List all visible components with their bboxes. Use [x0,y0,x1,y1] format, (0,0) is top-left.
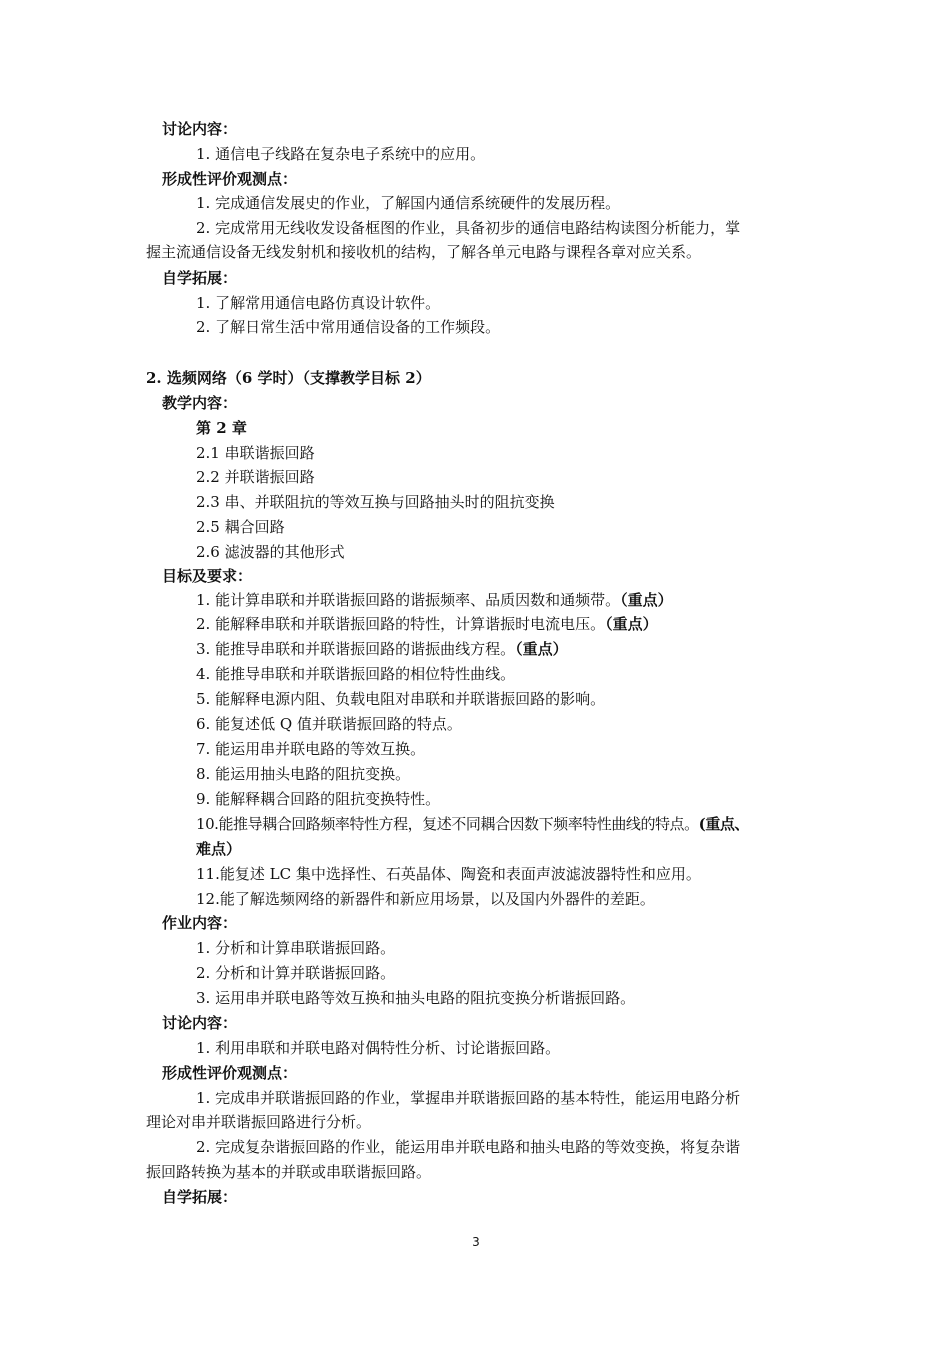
homework-heading: 作业内容： [162,914,238,932]
goal-item [196,639,568,659]
goal-item [196,664,515,684]
topic-item: 2.5 耦合回路 [196,518,285,536]
goal-text: 3. 能推导串联和并联谐振回路的谐振曲线方程。 [196,640,516,658]
topic-item: 2.3 串、并联阻抗的等效互换与回路抽头时的阻抗变换 [196,493,555,511]
evaluation-item: 1. 完成串并联谐振回路的作业，掌握串并联谐振回路的基本特性，能运用电路分析 [196,1089,741,1107]
goal-item [196,739,425,759]
goal-text: 5. 能解释电源内阻、负载电阻对串联和并联谐振回路的影响。 [196,690,606,708]
evaluation-item: 理论对串并联谐振回路进行分析。 [146,1113,372,1131]
goal-item [196,614,658,634]
goal-text: 10.能推导耦合回路频率特性方程，复述不同耦合因数下频率特性曲线的特点。 [196,815,699,833]
goal-text: 6. 能复述低 Q 值并联谐振回路的特点。 [196,715,462,733]
goal-text: 12.能了解选频网络的新器件和新应用场景，以及国内外器件的差距。 [196,890,655,908]
goal-item [196,590,673,610]
goal-text: 8. 能运用抽头电路的阻抗变换。 [196,765,411,783]
chapter-label: 第 2 章 [196,419,247,437]
evaluation-item: 2. 完成常用无线收发设备框图的作业，具备初步的通信电路结构读图分析能力，掌 [196,219,741,237]
goal-item [196,889,655,909]
goal-text: 1. 能计算串联和并联谐振回路的谐振频率、品质因数和通频带。 [196,591,621,609]
goals-heading: 目标及要求： [162,567,253,585]
evaluation-item: 振回路转换为基本的并联或串联谐振回路。 [146,1163,432,1181]
selfstudy-heading: 自学拓展： [162,269,238,287]
page-number: 3 [472,1235,480,1249]
goal-text: 9. 能解释耦合回路的阻抗变换特性。 [196,790,441,808]
evaluation-heading: 形成性评价观测点： [162,1064,298,1082]
goal-text: 4. 能推导串联和并联谐振回路的相位特性曲线。 [196,665,516,683]
homework-item: 3. 运用串并联电路等效互换和抽头电路的阻抗变换分析谐振回路。 [196,989,636,1007]
homework-item: 1. 分析和计算串联谐振回路。 [196,939,396,957]
section-title: 2. 选频网络（6 学时）（支撑教学目标 2） [146,369,431,387]
goal-text: 7. 能运用串并联电路的等效互换。 [196,740,426,758]
goal-mark: 难点） [196,840,242,858]
topic-item: 2.6 滤波器的其他形式 [196,543,345,561]
discussion-item: 1. 利用串联和并联电路对偶特性分析、讨论谐振回路。 [196,1039,561,1057]
goal-mark: （重点） [605,615,658,633]
goal-item [196,689,605,709]
discussion-heading: 讨论内容： [162,1014,238,1032]
selfstudy-item: 1. 了解常用通信电路仿真设计软件。 [196,294,441,312]
teaching-heading: 教学内容： [162,394,238,412]
goal-mark: （重点） [620,591,673,609]
discussion-item: 1. 通信电子线路在复杂电子系统中的应用。 [196,145,486,163]
discussion-heading: 讨论内容： [162,120,238,138]
goal-item [196,814,749,834]
goal-text: 11.能复述 LC 集中选择性、石英晶体、陶瓷和表面声波滤波器特性和应用。 [196,865,701,883]
selfstudy-item: 2. 了解日常生活中常用通信设备的工作频段。 [196,318,501,336]
evaluation-item: 握主流通信设备无线发射机和接收机的结构，了解各单元电路与课程各章对应关系。 [146,243,702,261]
goal-item [196,864,701,884]
goal-text: 2. 能解释串联和并联谐振回路的特性，计算谐振时电流电压。 [196,615,606,633]
topic-item: 2.2 并联谐振回路 [196,468,315,486]
selfstudy-heading: 自学拓展： [162,1188,238,1206]
goal-item [196,764,410,784]
homework-item: 2. 分析和计算并联谐振回路。 [196,964,396,982]
topic-item: 2.1 串联谐振回路 [196,444,315,462]
goal-item [196,714,462,734]
evaluation-heading: 形成性评价观测点： [162,170,298,188]
goal-item [196,789,440,809]
goal-mark: (重点、 [698,815,749,833]
evaluation-item: 1. 完成通信发展史的作业，了解国内通信系统硬件的发展历程。 [196,194,621,212]
goal-mark: （重点） [515,640,568,658]
evaluation-item: 2. 完成复杂谐振回路的作业，能运用串并联电路和抽头电路的等效变换，将复杂谐 [196,1138,741,1156]
